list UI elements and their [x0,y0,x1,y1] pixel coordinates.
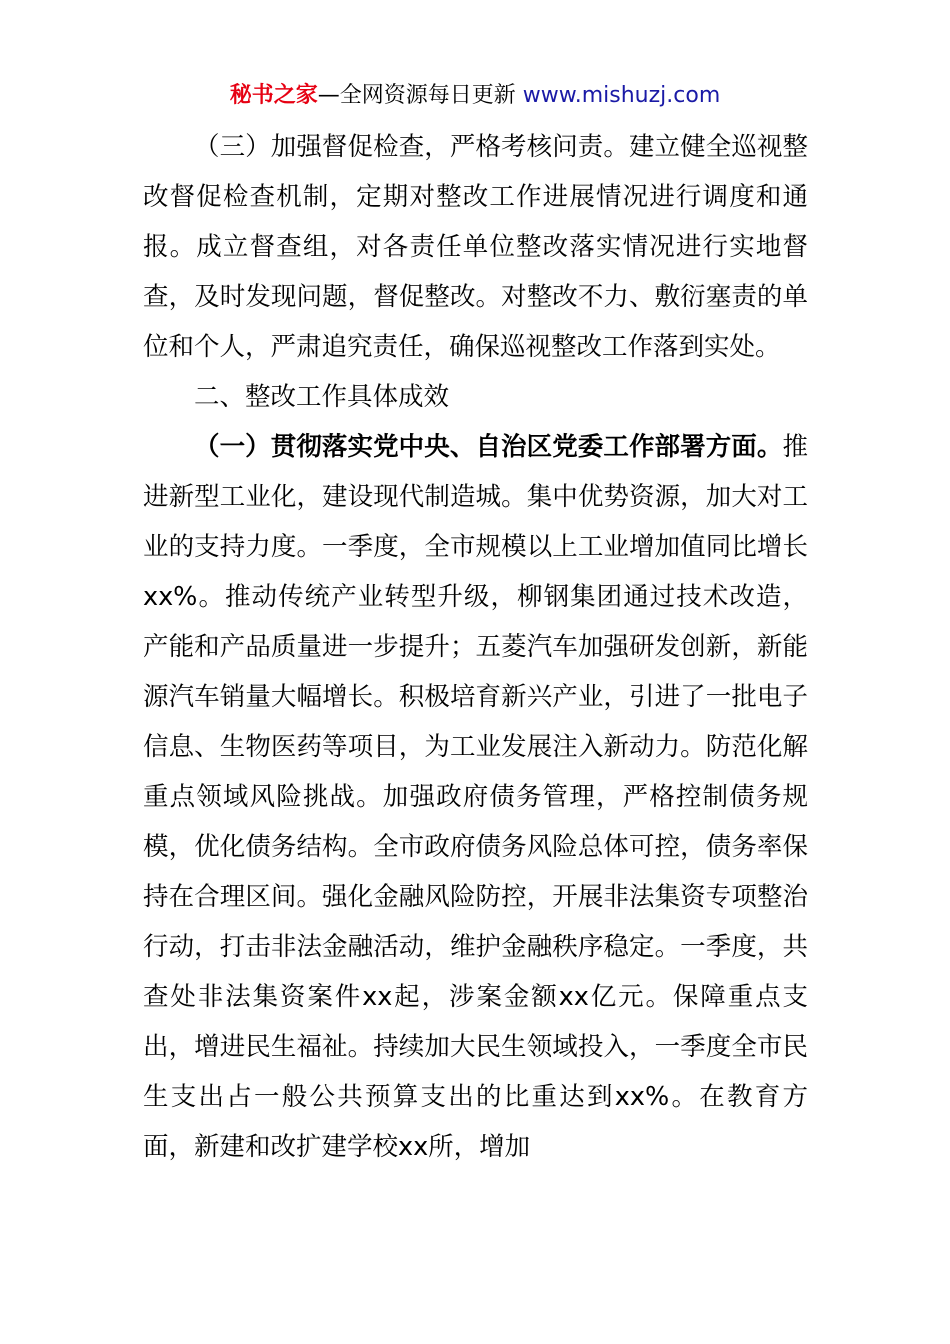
header-url: www.mishuzj.com [522,83,721,108]
document-body [143,122,808,1172]
paragraph-implementation-text: 推进新型工业化，建设现代制造城。集中优势资源，加大对工业的支持力度。一季度，全市规模以上工业增加值同比增长xx%。推动传统产业转型升级，柳钢集团通过技术改造，产能和产品质量进一步提升；五菱汽车加强研发创新，新能源汽车销量大幅增长。积极培育新兴产业，引进了一批电子信息、生物医药等项目，为工业发展注入新动力。防范化解重点领域风险挑战。加强政府债务管理，严格控制债务规模，优化债务结构。全市政府债务风险总体可控，债务率保持在合理区间。强化金融风险防控，开展非法集资专项整治行动，打击非法金融活动，维护金融秩序稳定。一季度，共查处非法集资案件xx起，涉案金额xx亿元。保障重点支出，增进民生福祉。持续加大民生领域投入，一季度全市民生支出占一般公共预算支出的比重达到xx%。在教育方面，新建和改扩建学校xx所，增加 [143,432,808,1162]
site-header [0,80,950,112]
section-heading-results: 二、整改工作具体成效 [194,382,450,412]
subsection-heading: （一）贯彻落实党中央、自治区党委工作部署方面。 [194,432,783,462]
header-tagline: —全网资源每日更新 [317,83,523,108]
header-brand: 秘书之家 [229,83,318,108]
paragraph-inspection-supervision: （三）加强督促检查，严格考核问责。建立健全巡视整改督促检查机制，定期对整改工作进展情况进行调度和通报。成立督查组，对各责任单位整改落实情况进行实地督查，及时发现问题，督促整改。对整改不力、敷衍塞责的单位和个人，严肃追究责任，确保巡视整改工作落到实处。 [143,132,808,362]
paragraph-implementation-results [143,422,808,1172]
